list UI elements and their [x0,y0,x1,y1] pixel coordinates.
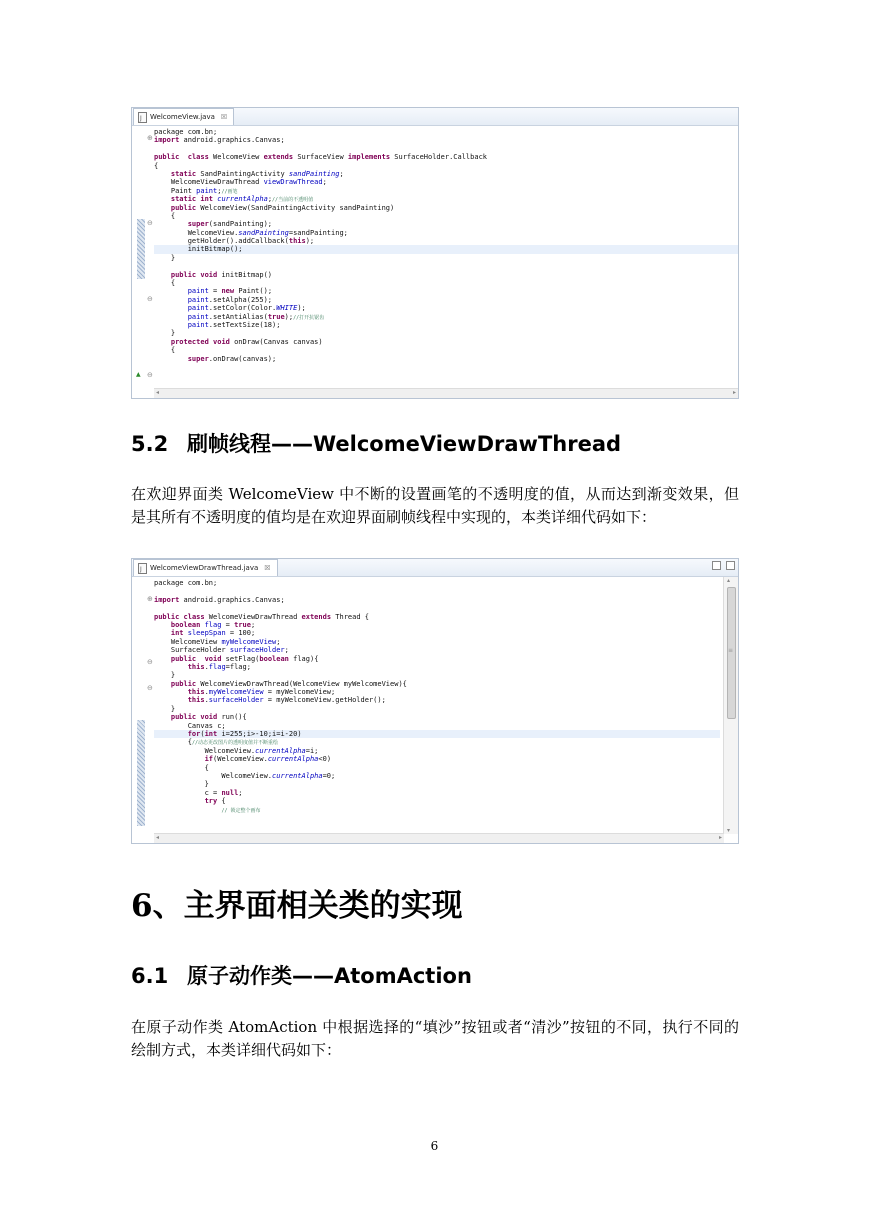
code-line[interactable]: public void setFlag(boolean flag){ [170,654,319,663]
scroll-left-icon[interactable]: ◂ [156,389,160,396]
code-line[interactable]: public WelcomeViewDrawThread(WelcomeView myWelcomeView){ [170,679,407,688]
override-arrow-icon: ▲ [136,371,141,378]
code-line[interactable]: this.surfaceHolder = myWelcomeView.getHolder(); [187,696,386,705]
code-line[interactable]: } [154,329,176,338]
scroll-right-icon[interactable]: ▸ [732,389,736,396]
code-line[interactable]: import android.graphics.Canvas; [154,136,285,145]
horizontal-scrollbar[interactable] [154,388,738,398]
code-line[interactable]: { [154,211,176,220]
code-line[interactable]: WelcomeView.currentAlpha=0; [154,771,336,780]
section-number: 6.1 [131,964,169,988]
section-title: 刷帧线程——WelcomeViewDrawThread [187,432,622,456]
section-heading-5-2 [131,428,621,458]
code-line[interactable]: paint.setTextSize(18); [187,320,281,329]
code-line[interactable]: WelcomeView myWelcomeView; [154,637,281,646]
code-line[interactable]: { [154,346,176,355]
editor-gutter [132,577,154,834]
code-line[interactable]: SurfaceHolder surfaceHolder; [154,646,289,655]
window-controls [712,561,735,570]
code-line[interactable]: public class WelcomeView extends SurfaceView implements SurfaceHolder.Callback [154,153,488,162]
code-line[interactable]: { [154,279,176,288]
code-line[interactable]: } [154,253,176,262]
code-line[interactable]: if(WelcomeView.currentAlpha<0) [204,755,332,764]
code-line[interactable]: {//动态更改图片的透明度值并不断重绘 [154,738,278,747]
editor-gutter [132,126,154,389]
scroll-up-icon[interactable]: ▴ [727,577,731,584]
code-line[interactable]: getHolder().addCallback(this); [154,237,315,246]
chapter-heading-6: 6、主界面相关类的实现 [131,888,463,924]
code-line[interactable]: Canvas c; [154,721,226,730]
code-line[interactable]: paint.setAntiAlias(true);//打开抗锯齿 [187,312,325,321]
code-text[interactable] [154,579,720,814]
close-icon[interactable]: ☒ [264,564,271,572]
code-line[interactable]: WelcomeView.sandPainting=sandPainting; [154,228,348,237]
code-line[interactable]: WelcomeViewDrawThread viewDrawThread; [154,178,327,187]
code-line[interactable]: super.onDraw(canvas); [187,354,277,363]
scroll-right-icon[interactable]: ▸ [718,834,722,841]
code-line[interactable]: this.myWelcomeView = myWelcomeView; [187,688,336,697]
editor-tab-bar [132,559,738,577]
fold-collapse-icon[interactable]: ⊖ [147,684,153,692]
editor-tab-welcomeview[interactable] [133,108,234,125]
code-line[interactable]: { [154,763,209,772]
fold-collapse-icon[interactable]: ⊖ [147,219,153,227]
code-line[interactable]: { [154,161,159,170]
code-line[interactable]: paint.setAlpha(255); [187,295,273,304]
section-heading-6-1 [131,960,472,990]
paragraph-5-2: 在欢迎界面类 WelcomeView 中不断的设置画笔的不透明度的值，从而达到渐变效果，但是其所有不透明度的值均是在欢迎界面刷帧线程中实现的，本类详细代码如下： [131,485,739,526]
change-marker [137,720,145,826]
vertical-scrollbar[interactable] [723,577,738,834]
section-number: 5.2 [131,432,169,456]
code-line[interactable]: try { [204,797,226,806]
java-file-icon [138,563,147,574]
code-line[interactable] [154,145,738,153]
code-line[interactable]: package com.bn; [154,128,218,136]
code-line[interactable]: super(sandPainting); [187,220,273,229]
change-marker [137,219,145,279]
editor-tab-welcomeviewdrawthread[interactable] [133,559,278,576]
code-line[interactable]: public class WelcomeViewDrawThread extends Thread { [154,612,369,621]
tab-label: WelcomeViewDrawThread.java [150,564,259,572]
java-file-icon [138,112,147,123]
code-text[interactable] [154,128,738,363]
fold-collapse-icon[interactable]: ⊖ [147,295,153,303]
horizontal-scrollbar[interactable] [154,833,724,843]
code-line[interactable]: } [154,780,209,789]
code-line[interactable]: // 锁定整个画布 [221,807,261,814]
code-line[interactable]: public void run(){ [170,713,247,722]
code-line[interactable]: int sleepSpan = 100; [170,629,256,638]
code-line[interactable]: import android.graphics.Canvas; [154,595,285,604]
fold-expand-icon[interactable]: ⊕ [147,595,153,603]
code-line[interactable]: static int currentAlpha;//当前的不透明值 [170,195,314,204]
code-editor-welcomeview [131,107,739,399]
code-line[interactable]: package com.bn; [154,579,218,587]
fold-expand-icon[interactable]: ⊕ [147,134,153,142]
code-line[interactable]: static SandPaintingActivity sandPainting; [170,169,344,178]
code-line[interactable]: for(int i=255;i>-10;i=i-20) [154,730,720,738]
code-line[interactable]: public WelcomeView(SandPaintingActivity sandPainting) [170,203,395,212]
code-line[interactable]: paint.setColor(Color.WHITE); [187,304,306,313]
code-line[interactable]: protected void onDraw(Canvas canvas) [170,337,323,346]
code-line[interactable] [154,587,720,595]
scroll-down-icon[interactable]: ▾ [727,827,731,834]
scroll-left-icon[interactable]: ◂ [156,834,160,841]
code-line[interactable]: } [154,671,176,680]
editor-tab-bar [132,108,738,126]
paragraph-6-1: 在原子动作类 AtomAction 中根据选择的“填沙”按钮或者“清沙”按钮的不同，执行不同的绘制方式，本类详细代码如下： [131,1018,739,1059]
code-editor-welcomeviewdrawthread [131,558,739,844]
fold-collapse-icon[interactable]: ⊖ [147,658,153,666]
code-line[interactable]: WelcomeView.currentAlpha=i; [154,746,319,755]
page-number: 6 [430,1139,439,1153]
scroll-grip-icon: ≡ [728,647,734,654]
code-line[interactable]: this.flag=flag; [187,662,251,671]
maximize-icon[interactable] [726,561,735,570]
code-line[interactable]: } [154,704,176,713]
fold-collapse-icon[interactable]: ⊖ [147,371,153,379]
close-icon[interactable]: ☒ [220,113,228,121]
code-line[interactable] [154,604,720,612]
code-line[interactable]: initBitmap(); [154,245,738,253]
code-line[interactable]: c = null; [154,788,243,797]
code-line[interactable]: paint = new Paint(); [187,287,273,296]
code-line[interactable]: public void initBitmap() [170,270,273,279]
section-title: 原子动作类——AtomAction [187,964,472,988]
code-line[interactable] [154,262,738,270]
tab-label: WelcomeView.java [150,113,215,121]
minimize-icon[interactable] [712,561,721,570]
code-line[interactable]: Paint paint;//画笔 [154,186,238,195]
code-line[interactable]: boolean flag = true; [170,620,256,629]
